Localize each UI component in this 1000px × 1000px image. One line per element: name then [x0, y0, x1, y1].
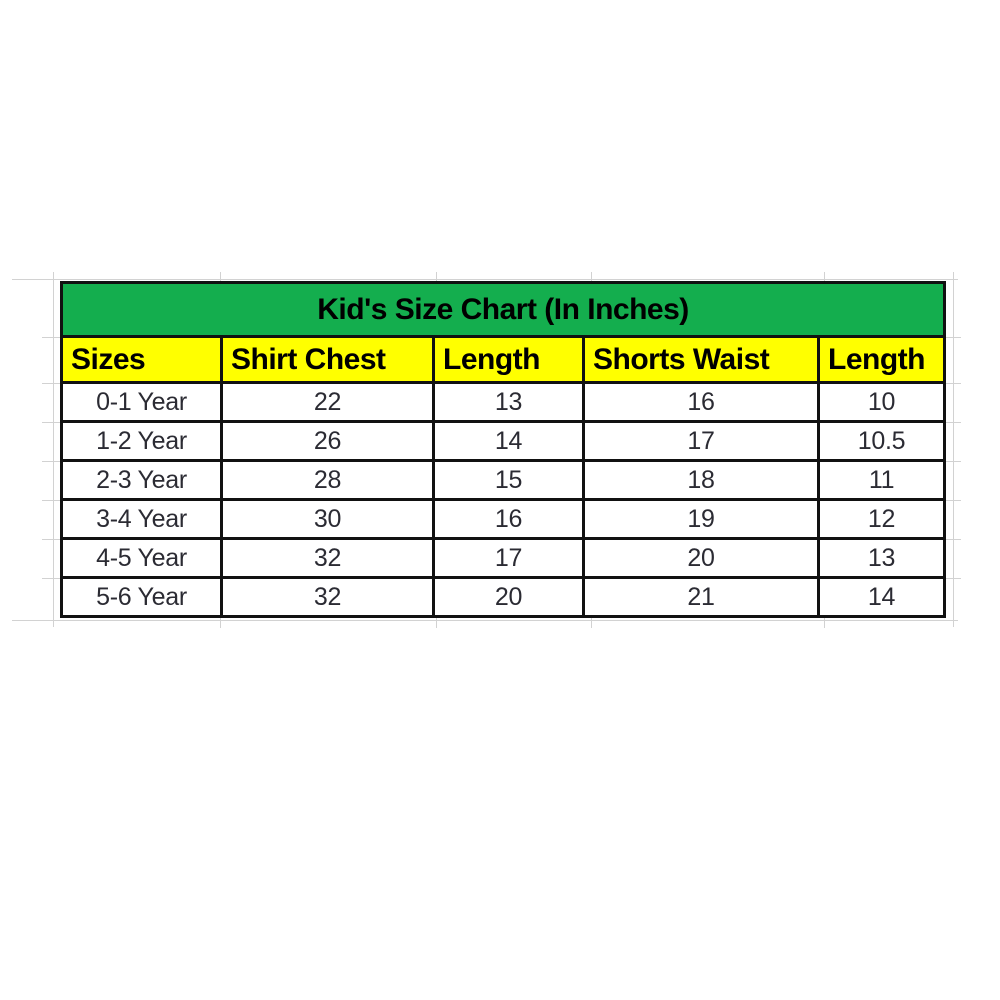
spreadsheet-gridline [42, 500, 60, 501]
table-row [62, 383, 945, 422]
data-cell: 10.5 [819, 422, 945, 461]
title-row [62, 283, 945, 337]
row-label-cell: 4-5 Year [62, 539, 222, 578]
data-cell: 32 [222, 578, 434, 617]
data-cell: 17 [584, 422, 819, 461]
spreadsheet-gridline [42, 337, 60, 338]
spreadsheet-gridline [12, 620, 958, 621]
row-label-cell: 1-2 Year [62, 422, 222, 461]
row-label-cell: 2-3 Year [62, 461, 222, 500]
data-cell: 20 [434, 578, 584, 617]
table-row [62, 422, 945, 461]
data-cell: 16 [434, 500, 584, 539]
data-cell: 13 [434, 383, 584, 422]
data-cell: 19 [584, 500, 819, 539]
data-cell: 11 [819, 461, 945, 500]
spreadsheet-gridline [42, 539, 60, 540]
spreadsheet-gridline [436, 618, 437, 628]
table-row [62, 500, 945, 539]
data-cell: 20 [584, 539, 819, 578]
table-row [62, 539, 945, 578]
data-cell: 16 [584, 383, 819, 422]
data-cell: 13 [819, 539, 945, 578]
data-cell: 21 [584, 578, 819, 617]
data-cell: 10 [819, 383, 945, 422]
header-cell: Shorts Waist [584, 337, 819, 383]
header-cell: Shirt Chest [222, 337, 434, 383]
size-chart-table [60, 281, 946, 618]
spreadsheet-gridline [591, 618, 592, 628]
row-label-cell: 3-4 Year [62, 500, 222, 539]
data-cell: 28 [222, 461, 434, 500]
table-body [62, 383, 945, 617]
data-cell: 22 [222, 383, 434, 422]
spreadsheet-gridline [42, 422, 60, 423]
header-cell: Length [819, 337, 945, 383]
table-row [62, 461, 945, 500]
spreadsheet-gridline [953, 272, 954, 627]
data-cell: 12 [819, 500, 945, 539]
data-cell: 30 [222, 500, 434, 539]
header-row [62, 337, 945, 383]
data-cell: 14 [434, 422, 584, 461]
spreadsheet-gridline [220, 618, 221, 628]
data-cell: 14 [819, 578, 945, 617]
spreadsheet-gridline [42, 383, 60, 384]
spreadsheet-gridline [53, 272, 54, 627]
data-cell: 26 [222, 422, 434, 461]
header-cell: Sizes [62, 337, 222, 383]
data-cell: 17 [434, 539, 584, 578]
header-cell: Length [434, 337, 584, 383]
spreadsheet-gridline [824, 618, 825, 628]
data-cell: 32 [222, 539, 434, 578]
spreadsheet-gridline [42, 578, 60, 579]
spreadsheet-gridline [42, 461, 60, 462]
table-row [62, 578, 945, 617]
table-title: Kid's Size Chart (In Inches) [62, 283, 945, 337]
data-cell: 18 [584, 461, 819, 500]
row-label-cell: 5-6 Year [62, 578, 222, 617]
row-label-cell: 0-1 Year [62, 383, 222, 422]
data-cell: 15 [434, 461, 584, 500]
spreadsheet-gridline [12, 279, 958, 280]
